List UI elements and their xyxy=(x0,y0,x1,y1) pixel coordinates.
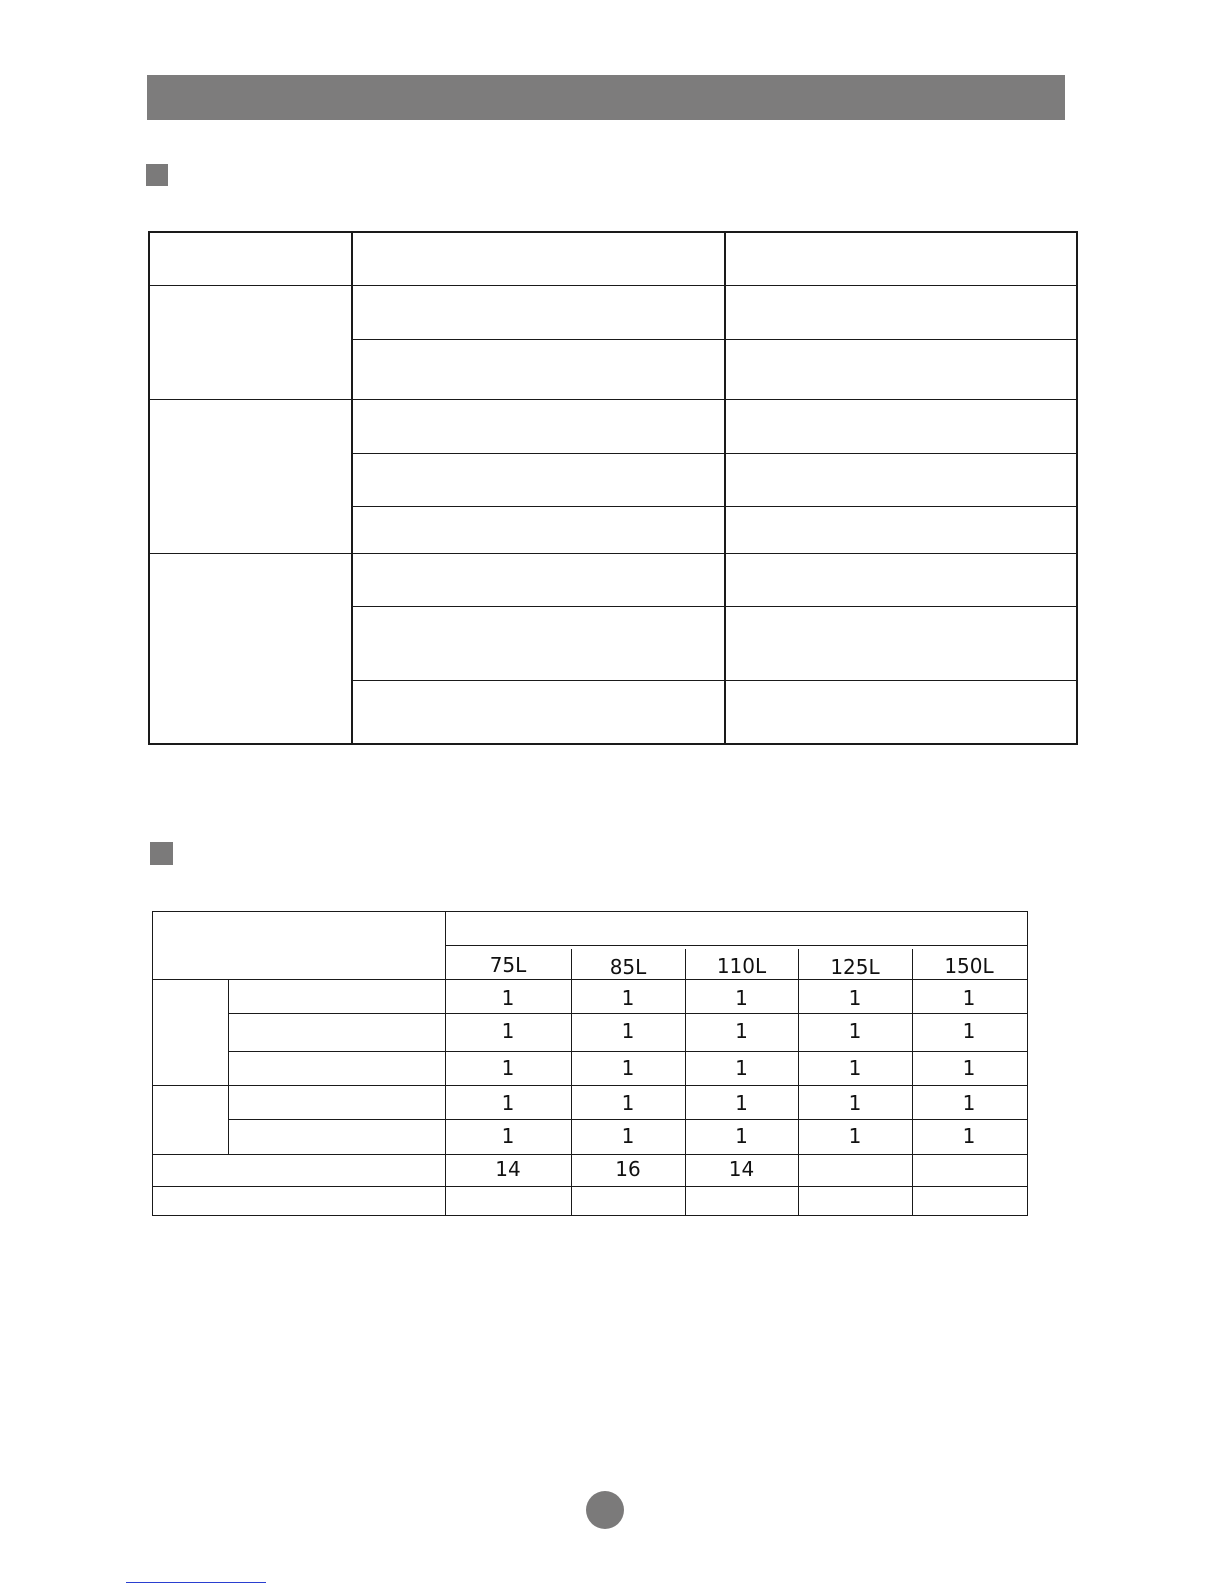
table-cell: 1 xyxy=(735,1019,748,1043)
table1-row-rule xyxy=(351,453,1076,454)
table-cell: 1 xyxy=(848,986,862,1010)
table-cell: 1 xyxy=(621,1019,635,1043)
table2-rule xyxy=(445,945,1027,946)
column-header-110l: 110L xyxy=(716,954,767,978)
table-cell: 1 xyxy=(962,986,976,1010)
footer-link-underline xyxy=(126,1582,266,1583)
table2-rule xyxy=(153,1085,1027,1086)
page-number-dot xyxy=(586,1491,624,1529)
table-cell: 16 xyxy=(615,1157,641,1181)
column-header-125l: 125L xyxy=(830,955,880,979)
column-header-150l: 150L xyxy=(944,954,994,978)
table2-rule xyxy=(153,1186,1027,1187)
section-marker-2 xyxy=(150,842,173,865)
table-cell: 1 xyxy=(735,1091,748,1115)
table-cell: 1 xyxy=(501,1091,515,1115)
header-bar xyxy=(147,75,1065,120)
table2-rule xyxy=(228,1119,1027,1120)
table1-group-rule-1 xyxy=(150,399,1076,400)
column-header-75l: 75L xyxy=(489,953,527,977)
table-cell: 1 xyxy=(501,1124,515,1148)
table-cell: 1 xyxy=(735,986,748,1010)
table2-rule xyxy=(153,979,1027,980)
table-cell: 1 xyxy=(621,1124,635,1148)
table-cell: 1 xyxy=(621,1056,635,1080)
table-cell: 1 xyxy=(501,986,515,1010)
table2-rule xyxy=(228,1013,1027,1014)
column-header-85l: 85L xyxy=(609,955,647,979)
table-cell: 1 xyxy=(962,1056,976,1080)
table-cell: 1 xyxy=(962,1091,976,1115)
table1-header-rule xyxy=(150,285,1076,286)
table2-rule xyxy=(153,1154,1027,1155)
table-cell: 1 xyxy=(848,1056,862,1080)
table-cell: 1 xyxy=(848,1091,862,1115)
specification-table xyxy=(148,231,1078,745)
table-cell: 14 xyxy=(495,1157,521,1181)
table1-row-rule xyxy=(351,506,1076,507)
table-cell: 1 xyxy=(962,1124,976,1148)
table-cell: 1 xyxy=(848,1019,862,1043)
table1-group-rule-2 xyxy=(150,553,1076,554)
section-marker-1 xyxy=(146,164,168,186)
table1-row-rule xyxy=(351,680,1076,681)
table1-row-rule xyxy=(351,606,1076,607)
table-cell: 1 xyxy=(735,1056,748,1080)
table1-col-divider-2 xyxy=(724,233,726,743)
table2-subgroup-divider xyxy=(228,979,229,1154)
table-cell: 1 xyxy=(621,1091,635,1115)
table-cell: 1 xyxy=(848,1124,862,1148)
table2-rule xyxy=(228,1051,1027,1052)
table-cell: 1 xyxy=(501,1019,515,1043)
table-cell: 1 xyxy=(735,1124,748,1148)
table1-col-divider-1 xyxy=(351,233,353,743)
table-cell: 1 xyxy=(962,1019,976,1043)
accessories-table xyxy=(152,911,1028,1216)
table1-row-rule xyxy=(351,339,1076,340)
table-cell: 14 xyxy=(728,1157,755,1181)
table-cell: 1 xyxy=(621,986,635,1010)
table-cell: 1 xyxy=(501,1056,515,1080)
